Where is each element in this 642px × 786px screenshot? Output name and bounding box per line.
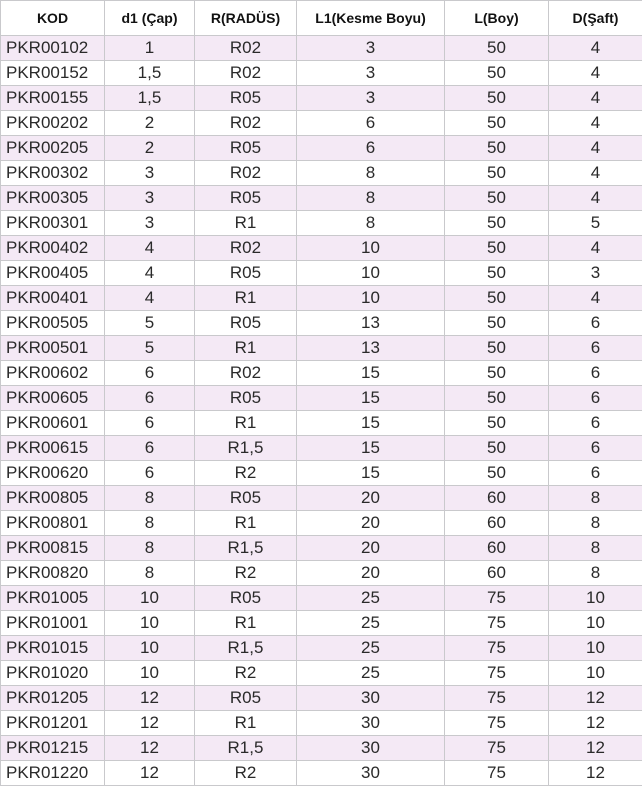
cell-length: 75 <box>445 761 549 786</box>
cell-cutting-length: 30 <box>297 711 445 736</box>
table-row <box>1 261 642 286</box>
cell-cutting-length: 13 <box>297 336 445 361</box>
cell-d1: 2 <box>105 111 195 136</box>
cell-d1: 1,5 <box>105 86 195 111</box>
table-row <box>1 61 642 86</box>
cell-cutting-length: 20 <box>297 511 445 536</box>
cell-shaft: 6 <box>549 386 642 411</box>
cell-d1: 8 <box>105 536 195 561</box>
cell-kod: PKR00505 <box>1 311 105 336</box>
header-d1-diameter: d1 (Çap) <box>105 1 195 36</box>
cell-length: 60 <box>445 486 549 511</box>
cell-kod: PKR00401 <box>1 286 105 311</box>
header-shaft: D(Şaft) <box>549 1 642 36</box>
table-row <box>1 686 642 711</box>
cell-length: 75 <box>445 661 549 686</box>
cell-kod: PKR01020 <box>1 661 105 686</box>
cell-length: 50 <box>445 186 549 211</box>
cell-shaft: 6 <box>549 336 642 361</box>
cell-cutting-length: 25 <box>297 611 445 636</box>
cell-length: 75 <box>445 686 549 711</box>
cell-d1: 1 <box>105 36 195 61</box>
cell-length: 75 <box>445 586 549 611</box>
cell-kod: PKR00305 <box>1 186 105 211</box>
cell-cutting-length: 8 <box>297 186 445 211</box>
cell-shaft: 4 <box>549 36 642 61</box>
cell-cutting-length: 20 <box>297 561 445 586</box>
cell-shaft: 6 <box>549 361 642 386</box>
cell-cutting-length: 20 <box>297 486 445 511</box>
cell-kod: PKR00620 <box>1 461 105 486</box>
table-row <box>1 436 642 461</box>
cell-kod: PKR01215 <box>1 736 105 761</box>
cell-radius: R05 <box>195 86 297 111</box>
cell-length: 50 <box>445 261 549 286</box>
cell-d1: 1,5 <box>105 61 195 86</box>
cell-length: 50 <box>445 361 549 386</box>
cell-radius: R2 <box>195 561 297 586</box>
cell-radius: R02 <box>195 236 297 261</box>
table-body <box>1 36 642 786</box>
cell-length: 50 <box>445 386 549 411</box>
cell-d1: 12 <box>105 761 195 786</box>
cell-radius: R1 <box>195 336 297 361</box>
table-row <box>1 411 642 436</box>
cell-length: 75 <box>445 736 549 761</box>
cell-d1: 6 <box>105 411 195 436</box>
cell-radius: R1 <box>195 711 297 736</box>
cell-kod: PKR01220 <box>1 761 105 786</box>
table-row <box>1 736 642 761</box>
cell-d1: 10 <box>105 636 195 661</box>
cell-d1: 4 <box>105 286 195 311</box>
cell-radius: R2 <box>195 461 297 486</box>
cell-kod: PKR01201 <box>1 711 105 736</box>
cell-radius: R05 <box>195 686 297 711</box>
table-row <box>1 461 642 486</box>
cell-kod: PKR00601 <box>1 411 105 436</box>
table-row <box>1 111 642 136</box>
cell-shaft: 10 <box>549 611 642 636</box>
cell-d1: 3 <box>105 211 195 236</box>
cell-length: 50 <box>445 461 549 486</box>
cell-length: 50 <box>445 161 549 186</box>
cell-shaft: 4 <box>549 86 642 111</box>
cell-shaft: 4 <box>549 161 642 186</box>
cell-d1: 6 <box>105 361 195 386</box>
table-row <box>1 586 642 611</box>
cell-d1: 12 <box>105 736 195 761</box>
cell-cutting-length: 3 <box>297 36 445 61</box>
header-length: L(Boy) <box>445 1 549 36</box>
table-header-row <box>1 1 642 36</box>
cell-radius: R1 <box>195 286 297 311</box>
cell-kod: PKR00501 <box>1 336 105 361</box>
header-cutting-length: L1(Kesme Boyu) <box>297 1 445 36</box>
cell-shaft: 4 <box>549 286 642 311</box>
table-row <box>1 711 642 736</box>
cell-shaft: 10 <box>549 661 642 686</box>
cell-kod: PKR00805 <box>1 486 105 511</box>
cell-d1: 10 <box>105 611 195 636</box>
cell-shaft: 4 <box>549 136 642 161</box>
cell-radius: R05 <box>195 186 297 211</box>
table-row <box>1 186 642 211</box>
cell-cutting-length: 25 <box>297 661 445 686</box>
cell-d1: 2 <box>105 136 195 161</box>
cell-kod: PKR00301 <box>1 211 105 236</box>
cell-radius: R1 <box>195 411 297 436</box>
cell-shaft: 12 <box>549 736 642 761</box>
cell-cutting-length: 6 <box>297 136 445 161</box>
table-row <box>1 236 642 261</box>
cell-shaft: 4 <box>549 61 642 86</box>
cell-length: 50 <box>445 411 549 436</box>
cell-kod: PKR01205 <box>1 686 105 711</box>
table-row <box>1 36 642 61</box>
cell-radius: R1 <box>195 611 297 636</box>
cell-cutting-length: 30 <box>297 686 445 711</box>
cell-length: 60 <box>445 511 549 536</box>
cell-radius: R05 <box>195 136 297 161</box>
cell-d1: 6 <box>105 386 195 411</box>
cell-length: 50 <box>445 311 549 336</box>
cell-length: 50 <box>445 211 549 236</box>
cell-kod: PKR00615 <box>1 436 105 461</box>
table-row <box>1 386 642 411</box>
cell-length: 50 <box>445 436 549 461</box>
cell-length: 50 <box>445 111 549 136</box>
table-row <box>1 536 642 561</box>
cell-shaft: 3 <box>549 261 642 286</box>
cell-d1: 12 <box>105 686 195 711</box>
cell-d1: 12 <box>105 711 195 736</box>
cell-shaft: 4 <box>549 111 642 136</box>
table-row <box>1 511 642 536</box>
cell-kod: PKR00605 <box>1 386 105 411</box>
table-row <box>1 486 642 511</box>
cell-kod: PKR00302 <box>1 161 105 186</box>
cell-cutting-length: 8 <box>297 161 445 186</box>
cell-radius: R05 <box>195 486 297 511</box>
table-row <box>1 136 642 161</box>
cell-d1: 3 <box>105 186 195 211</box>
cell-shaft: 6 <box>549 411 642 436</box>
cell-shaft: 8 <box>549 536 642 561</box>
cell-cutting-length: 13 <box>297 311 445 336</box>
cell-shaft: 8 <box>549 511 642 536</box>
cell-shaft: 6 <box>549 436 642 461</box>
cell-cutting-length: 30 <box>297 761 445 786</box>
cell-shaft: 12 <box>549 761 642 786</box>
cell-shaft: 4 <box>549 236 642 261</box>
cell-cutting-length: 3 <box>297 61 445 86</box>
cell-cutting-length: 10 <box>297 286 445 311</box>
table-row <box>1 311 642 336</box>
cell-d1: 8 <box>105 511 195 536</box>
cell-length: 50 <box>445 61 549 86</box>
cell-cutting-length: 15 <box>297 386 445 411</box>
cell-length: 75 <box>445 636 549 661</box>
cell-kod: PKR00202 <box>1 111 105 136</box>
cell-kod: PKR00602 <box>1 361 105 386</box>
cell-d1: 10 <box>105 586 195 611</box>
cell-cutting-length: 3 <box>297 86 445 111</box>
cell-length: 75 <box>445 711 549 736</box>
cell-kod: PKR00815 <box>1 536 105 561</box>
table-row <box>1 86 642 111</box>
cell-cutting-length: 15 <box>297 361 445 386</box>
cell-length: 75 <box>445 611 549 636</box>
table-row <box>1 211 642 236</box>
cell-cutting-length: 15 <box>297 461 445 486</box>
cell-cutting-length: 6 <box>297 111 445 136</box>
cell-radius: R1,5 <box>195 436 297 461</box>
cell-radius: R02 <box>195 111 297 136</box>
cell-length: 50 <box>445 236 549 261</box>
table-row <box>1 561 642 586</box>
cell-length: 50 <box>445 136 549 161</box>
cell-radius: R1,5 <box>195 536 297 561</box>
table-row <box>1 361 642 386</box>
cell-cutting-length: 25 <box>297 636 445 661</box>
cell-shaft: 10 <box>549 636 642 661</box>
cell-radius: R02 <box>195 36 297 61</box>
cell-kod: PKR01005 <box>1 586 105 611</box>
cell-radius: R05 <box>195 586 297 611</box>
cell-radius: R1,5 <box>195 636 297 661</box>
cell-cutting-length: 20 <box>297 536 445 561</box>
cell-cutting-length: 10 <box>297 261 445 286</box>
cell-kod: PKR00801 <box>1 511 105 536</box>
cell-shaft: 6 <box>549 311 642 336</box>
cell-length: 50 <box>445 336 549 361</box>
cell-cutting-length: 15 <box>297 436 445 461</box>
header-radius: R(RADÜS) <box>195 1 297 36</box>
table-row <box>1 286 642 311</box>
cell-cutting-length: 15 <box>297 411 445 436</box>
cell-length: 60 <box>445 536 549 561</box>
cell-shaft: 6 <box>549 461 642 486</box>
cell-d1: 4 <box>105 261 195 286</box>
cell-d1: 5 <box>105 311 195 336</box>
cell-cutting-length: 10 <box>297 236 445 261</box>
cell-shaft: 10 <box>549 586 642 611</box>
cell-kod: PKR01001 <box>1 611 105 636</box>
cell-radius: R1 <box>195 211 297 236</box>
cell-shaft: 4 <box>549 186 642 211</box>
cell-shaft: 12 <box>549 711 642 736</box>
cell-kod: PKR01015 <box>1 636 105 661</box>
cell-kod: PKR00155 <box>1 86 105 111</box>
cell-d1: 5 <box>105 336 195 361</box>
cell-kod: PKR00102 <box>1 36 105 61</box>
cell-cutting-length: 25 <box>297 586 445 611</box>
cell-kod: PKR00820 <box>1 561 105 586</box>
cell-kod: PKR00402 <box>1 236 105 261</box>
table-row <box>1 161 642 186</box>
cell-length: 60 <box>445 561 549 586</box>
cell-kod: PKR00152 <box>1 61 105 86</box>
cell-radius: R1,5 <box>195 736 297 761</box>
cell-d1: 6 <box>105 436 195 461</box>
cell-radius: R02 <box>195 361 297 386</box>
cell-d1: 3 <box>105 161 195 186</box>
cell-length: 50 <box>445 286 549 311</box>
cell-radius: R05 <box>195 311 297 336</box>
cell-length: 50 <box>445 36 549 61</box>
cell-kod: PKR00205 <box>1 136 105 161</box>
header-kod: KOD <box>1 1 105 36</box>
cell-cutting-length: 30 <box>297 736 445 761</box>
cell-d1: 6 <box>105 461 195 486</box>
cell-length: 50 <box>445 86 549 111</box>
cell-kod: PKR00405 <box>1 261 105 286</box>
cell-radius: R05 <box>195 261 297 286</box>
cell-radius: R1 <box>195 511 297 536</box>
cell-d1: 8 <box>105 486 195 511</box>
cell-shaft: 12 <box>549 686 642 711</box>
table-row <box>1 661 642 686</box>
cell-d1: 10 <box>105 661 195 686</box>
table-row <box>1 761 642 786</box>
cell-radius: R05 <box>195 386 297 411</box>
cell-d1: 4 <box>105 236 195 261</box>
cell-d1: 8 <box>105 561 195 586</box>
cell-radius: R2 <box>195 761 297 786</box>
cell-radius: R02 <box>195 61 297 86</box>
cell-cutting-length: 8 <box>297 211 445 236</box>
table-row <box>1 611 642 636</box>
cell-radius: R2 <box>195 661 297 686</box>
table-row <box>1 636 642 661</box>
cell-shaft: 8 <box>549 486 642 511</box>
cell-shaft: 8 <box>549 561 642 586</box>
table-row <box>1 336 642 361</box>
cell-shaft: 5 <box>549 211 642 236</box>
cell-radius: R02 <box>195 161 297 186</box>
